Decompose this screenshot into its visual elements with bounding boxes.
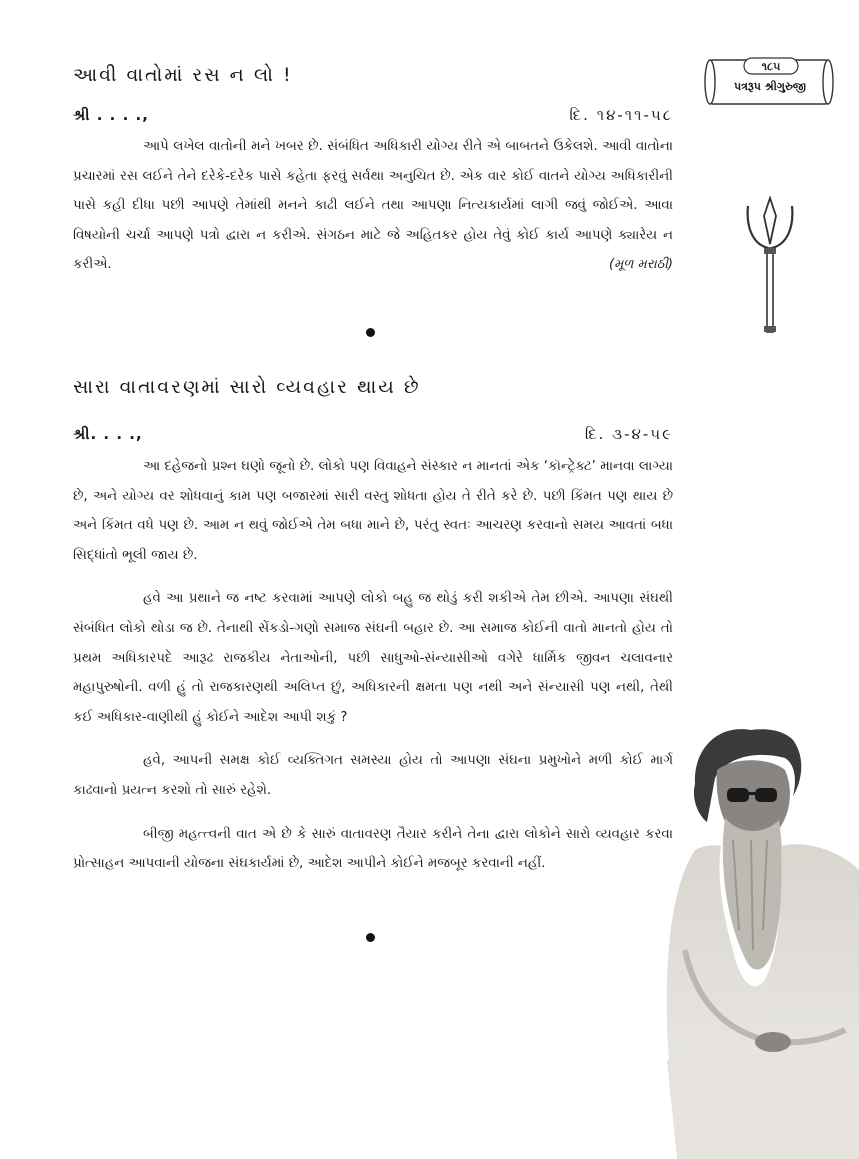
letter-1-date: દિ. ૧૪-૧૧-૫૮ [569,106,673,124]
letter-2-paragraph: હવે, આપની સમક્ષ કોઈ વ્યક્તિગત સમસ્યા હોય તો આપણા સંઘના પ્રમુખોને મળી કોઈ માર્ગ કાઢવાનો પ્રયત્ન કરશો તો સારું રહેશે. [73,753,673,798]
portrait-photo [655,700,859,1159]
letter-1-paragraph: આપે લખેલ વાતોની મને ખબર છે. સંબંધિત અધિકારી યોગ્ય રીતે એ બાબતને ઉકેલશે. આવી વાતોના પ્રચારમાં રસ લઈને તેને દરેકે-દરેક પાસે કહેતા ફરવું સર્વથા અનુચિત છે. એક વાર કોઈ વાતને યોગ્ય અધિકારીની પાસે કહી દીધા પછી આપણે તેમાંથી મનને કાઢી લઈને તથા આપણા નિત્યકાર્યમાં લાગી જવું જોઈએ. આવા વિષયોની ચર્ચા આપણે પત્રો દ્વારા ન કરીએ. સંગઠન માટે જે અહિતકર હોય તેવું કોઈ કાર્ય આપણે ક્યારેય ન કરીએ. (મૂળ મરાઠી) [73,132,673,280]
section-divider-dot [366,328,375,337]
source-note: (મૂળ મરાઠી) [609,257,673,273]
trident-icon [740,196,800,334]
letter-2-paragraph: આ દહેજનો પ્રશ્ન ઘણો જૂનો છે. લોકો પણ વિવાહને સંસ્કાર ન માનતાં એક ‘કૉન્ટ્રેક્ટ’ માનવા લાગ્યા છે, અને યોગ્ય વર શોધવાનું કામ પણ બજારમાં સારી વસ્તુ શોધતા હોય તે રીતે કરે છે. પછી કિંમત પણ થાય છે અને કિંમત વધે પણ છે. આમ ન થવું જોઈએ તેમ બધા માને છે, પરંતુ સ્વતઃ આચરણ કરવાનો સમય આવતાં બધા સિદ્ધાંતો ભૂલી જાય છે. [73,459,673,563]
letter-1-meta [73,106,673,128]
letter-1-salutation: શ્રી . . . ., [73,106,149,124]
page-number: ૧૮૫ [761,60,781,73]
letter-2-salutation: શ્રી. . . ., [73,425,143,443]
letter-2-paragraph: બીજી મહત્ત્વની વાત એ છે કે સારું વાતાવરણ તૈયાર કરીને તેના દ્વારા લોકોને સારો વ્યવહાર કરવા પ્રોત્સાહન આપવાની યોજના સંઘકાર્યમાં છે, આદેશ આપીને કોઈને મજબૂર કરવાની નહીં. [73,826,673,872]
letter-1-title: આવી વાતોમાં રસ ન લો ! [73,64,293,86]
letter-2-body [73,452,673,879]
running-header-badge [700,54,838,110]
letter-1-body [73,132,673,280]
letter-2-paragraph: હવે આ પ્રથાને જ નષ્ટ કરવામાં આપણે લોકો બહુ જ થોડું કરી શકીએ તેમ છીએ. આપણા સંઘથી સંબંધિત લોકો થોડા જ છે. તેનાથી સેંકડો-ગણો સમાજ સંઘની બહાર છે. આ સમાજ કોઈની વાતો માનતો હોય તો પ્રથમ અધિકારપદે આરૂઢ રાજકીય નેતાઓની, પછી સાધુઓ-સંન્યાસીઓ વગેરે ધાર્મિક જીવન ચલાવનાર મહાપુરુષોની. વળી હું તો રાજકારણથી અલિપ્ત છું, અધિકારની ક્ષમતા પણ નથી અને સંન્યાસી પણ નથી, તેથી કઈ અધિકાર-વાણીથી હું કોઈને આદેશ આપી શકું ? [73,591,673,725]
section-divider-dot [366,933,375,942]
running-title: પત્રરૂપ શ્રીગુરુજી [734,80,806,93]
letter-2-title: સારા વાતાવરણમાં સારો વ્યવહાર થાય છે [73,376,421,398]
letter-2-meta [73,425,673,447]
letter-2-date: દિ. ૩-૪-૫૯ [584,425,673,443]
